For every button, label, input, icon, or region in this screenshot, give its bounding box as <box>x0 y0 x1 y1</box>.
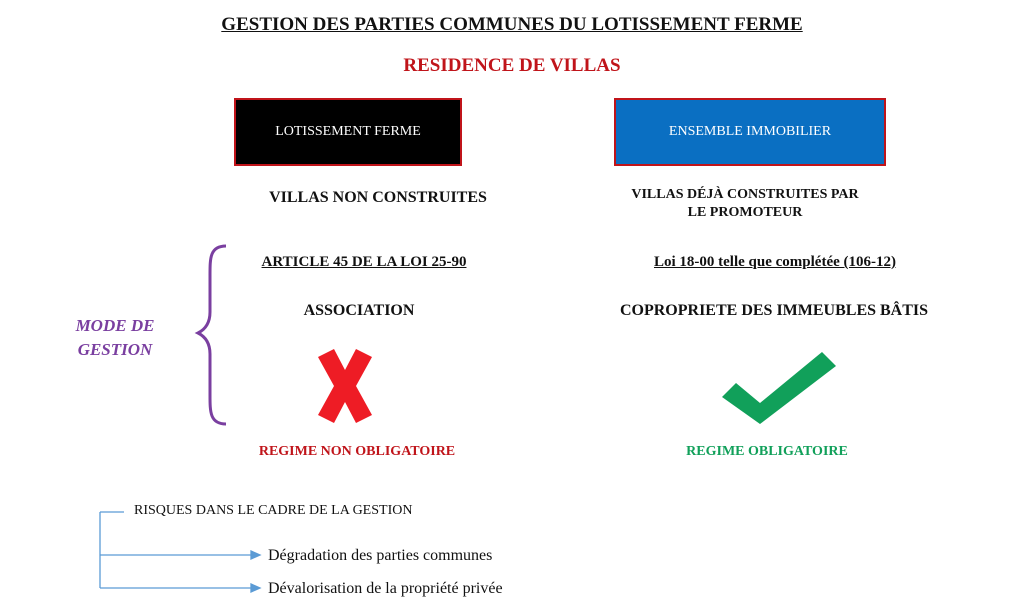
curly-brace-icon <box>198 246 226 424</box>
mode-label-line1: MODE DE <box>75 316 155 335</box>
right-regime-label: REGIME OBLIGATOIRE <box>686 444 848 459</box>
risk-item-devalorisation: Dévalorisation de la propriété privée <box>268 580 503 597</box>
check-icon <box>722 352 836 424</box>
risks-heading: RISQUES DANS LE CADRE DE LA GESTION <box>134 503 413 518</box>
right-status-line2: LE PROMOTEUR <box>687 205 803 220</box>
ensemble-immobilier-label: ENSEMBLE IMMOBILIER <box>668 124 832 139</box>
risk-item-degradation: Dégradation des parties communes <box>268 547 493 564</box>
left-status-label: VILLAS NON CONSTRUITES <box>269 189 487 206</box>
mode-label-line2: GESTION <box>77 340 153 359</box>
risk-connector <box>100 512 260 592</box>
left-law-label: ARTICLE 45 DE LA LOI 25-90 <box>261 254 467 270</box>
page-title: GESTION DES PARTIES COMMUNES DU LOTISSEMENT FERME <box>221 14 803 35</box>
right-law-label: Loi 18-00 telle que complétée (106-12) <box>653 254 897 270</box>
left-mode-label: ASSOCIATION <box>303 302 415 319</box>
left-regime-label: REGIME NON OBLIGATOIRE <box>258 444 456 459</box>
right-status-line1: VILLAS DÉJÀ CONSTRUITES PAR <box>631 187 859 202</box>
arrow-head-icon <box>251 584 260 592</box>
lotissement-ferme-label: LOTISSEMENT FERME <box>275 124 421 139</box>
arrow-head-icon <box>251 551 260 559</box>
page-subtitle: RESIDENCE DE VILLAS <box>403 55 621 76</box>
right-mode-label: COPROPRIETE DES IMMEUBLES BÂTIS <box>619 302 929 319</box>
cross-icon <box>318 349 372 423</box>
